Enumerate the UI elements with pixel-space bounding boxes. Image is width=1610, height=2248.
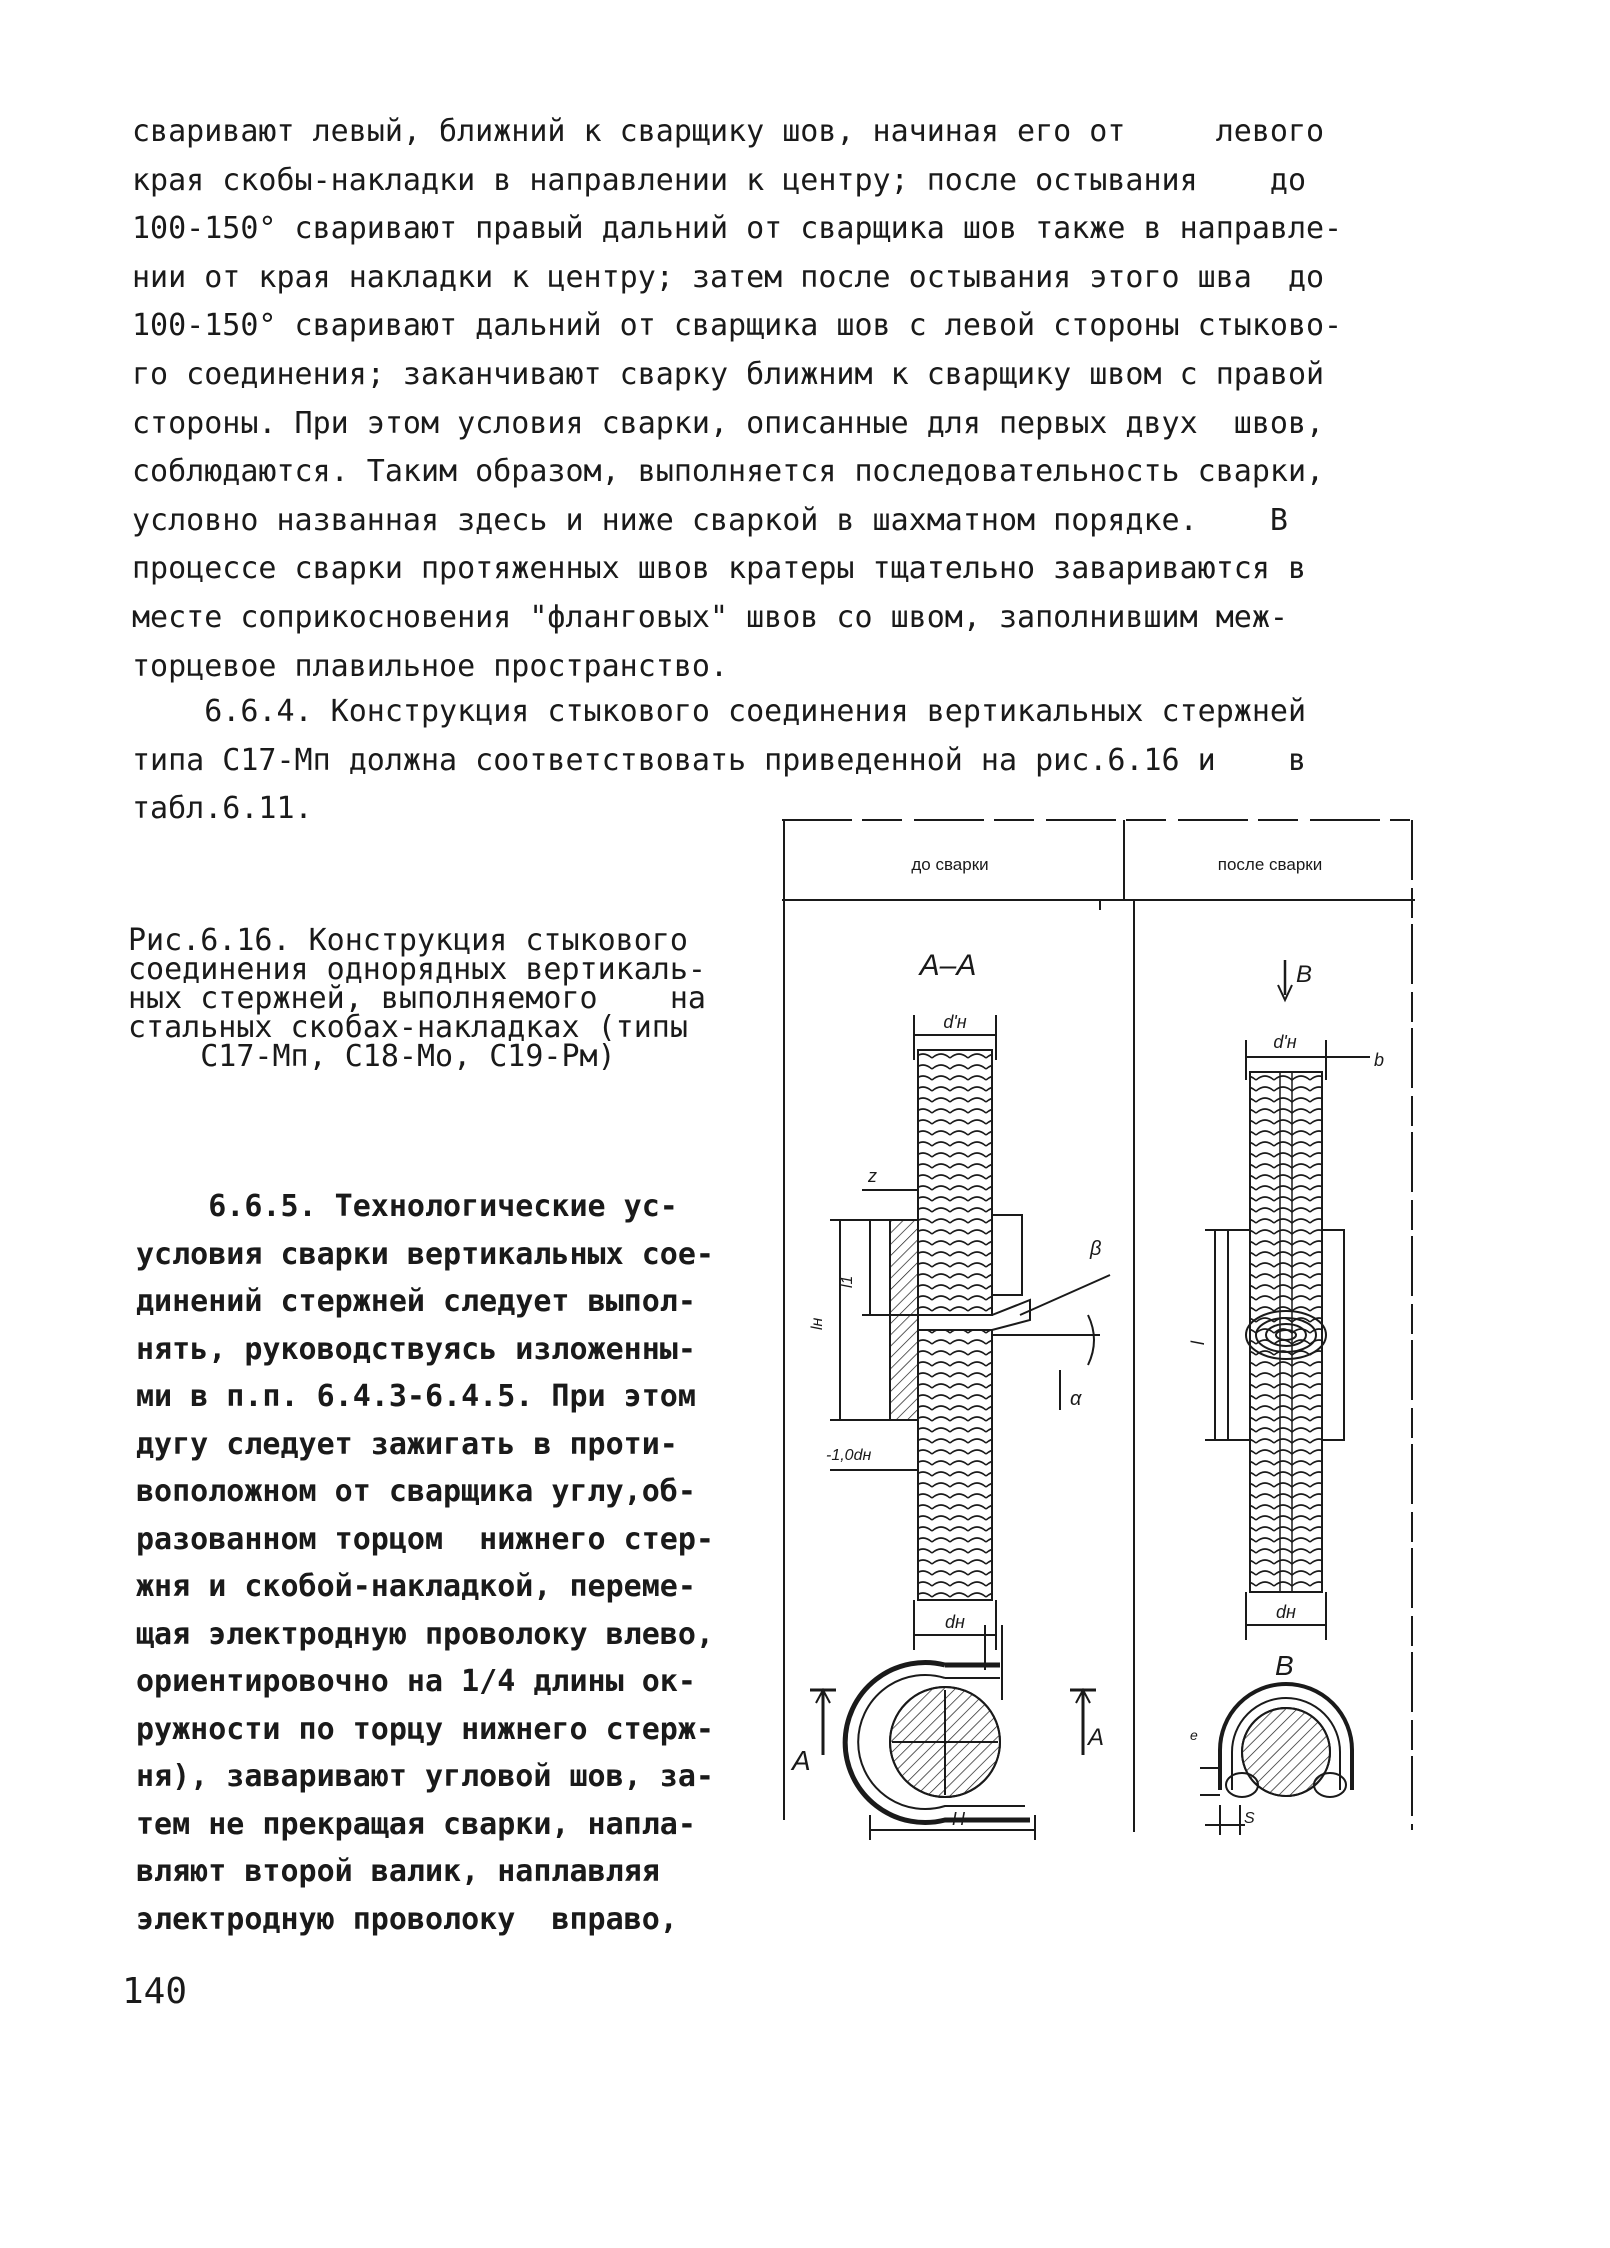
cut-marker-left bbox=[810, 1690, 836, 1755]
lower-bar bbox=[918, 1330, 992, 1600]
page-number: 140 bbox=[122, 1971, 188, 2012]
dim-lh-label: lн bbox=[809, 1317, 826, 1330]
figure-drawing bbox=[770, 810, 1420, 1840]
header-after-welding: после сварки bbox=[1217, 855, 1323, 874]
dim-e-label: e bbox=[1190, 1727, 1198, 1743]
dim-d-bottom-right-label: dн bbox=[1276, 1602, 1296, 1622]
welded-bar bbox=[1250, 1072, 1322, 1592]
cut-label-left: A bbox=[792, 1745, 811, 1776]
dim-l-right bbox=[1205, 1230, 1228, 1440]
figure-caption: Рис.6.16. Конструкция стыкового соединения однорядных вертикаль- ных стержней, выполняемого на стальных скобах-накладках (типы С17-Мп, С18-Мо, С19-Рм) bbox=[128, 923, 706, 1074]
dim-gap-label: -1,0dн bbox=[826, 1447, 872, 1464]
dim-z-label: z bbox=[868, 1166, 877, 1186]
plan-view-right bbox=[1200, 1684, 1352, 1835]
backing-plate bbox=[890, 1220, 918, 1420]
alpha-arc bbox=[1088, 1315, 1094, 1365]
paragraph-6-6-5: 6.6.5. Технологические ус- условия сварки вертикальных сое- динений стержней следует выпол- нять, руководствуясь изложенны- ми в п.п. 6.4.3-6.4.5. При этом дугу следует зажигать в проти- воположном от сварщика углу,об- разованном торцом нижнего стер- жня и скобой-накладкой, переме- щая электродную проволоку влево, ориентировочно на 1/4 длины ок- ружности по торцу нижнего стерж- ня), заваривают угловой шов, за- тем не прекращая сварки, напла- вляют второй валик, наплавляя электродную проволоку вправо, bbox=[136, 1189, 714, 1937]
dim-l-label: l bbox=[1188, 1341, 1208, 1345]
dim-d-top-right-label: d'н bbox=[1273, 1032, 1297, 1052]
figure-6-16 bbox=[770, 810, 1420, 1844]
dim-beta-label: β bbox=[1090, 1238, 1102, 1260]
dim-alpha-label: α bbox=[1070, 1388, 1082, 1410]
view-arrow-b-label: В bbox=[1296, 961, 1313, 988]
dim-h-label: H bbox=[952, 1809, 965, 1829]
dim-b-label: b bbox=[1374, 1050, 1385, 1070]
dim-l1-label: l1 bbox=[839, 1275, 856, 1288]
header-before-welding: до сварки bbox=[911, 855, 989, 874]
paragraph-top: сваривают левый, ближний к сварщику шов, начиная его от левого края скобы-накладки в направлении к центру; после остывания до 100-150° сваривают правый дальний от сварщика шов также в направле- нии от края накладки к центру; затем после остывания этого шва до 100-150° сваривают дальний от сварщика шов с левой стороны стыково- го соединения; заканчивают сварку ближним к сварщику швом с правой стороны. При этом условия сварки, описанные для первых двух швов, соблюдаются. Таким образом, выполняется последовательность сварки, условно названная здесь и ниже сваркой в шахматном порядке. В процессе сварки протяженных швов кратеры тщательно завариваются в месте соприкосновения "фланговых" швов со швом, заполнившим меж- торцевое плавильное пространство. bbox=[132, 114, 1343, 684]
cut-label-right: A bbox=[1088, 1724, 1105, 1751]
right-flange bbox=[992, 1215, 1022, 1295]
dim-dn-top-label: d'н bbox=[943, 1012, 967, 1032]
dim-s-label: S bbox=[1244, 1810, 1255, 1827]
section-label-aa: А–А bbox=[919, 949, 977, 982]
beta-leader bbox=[1020, 1275, 1110, 1315]
view-b-label: В bbox=[1275, 1650, 1294, 1681]
dim-dn-bottom-label: dн bbox=[945, 1612, 965, 1632]
plan-view-left bbox=[845, 1625, 1035, 1840]
paragraph-6-6-4: 6.6.4. Конструкция стыкового соединения вертикальных стержней типа С17-Мп должна соответствовать приведенной на рис.6.16 и в табл.6.11. bbox=[132, 694, 1306, 827]
upper-bar bbox=[918, 1050, 992, 1315]
view-arrow-b bbox=[1278, 960, 1292, 1000]
